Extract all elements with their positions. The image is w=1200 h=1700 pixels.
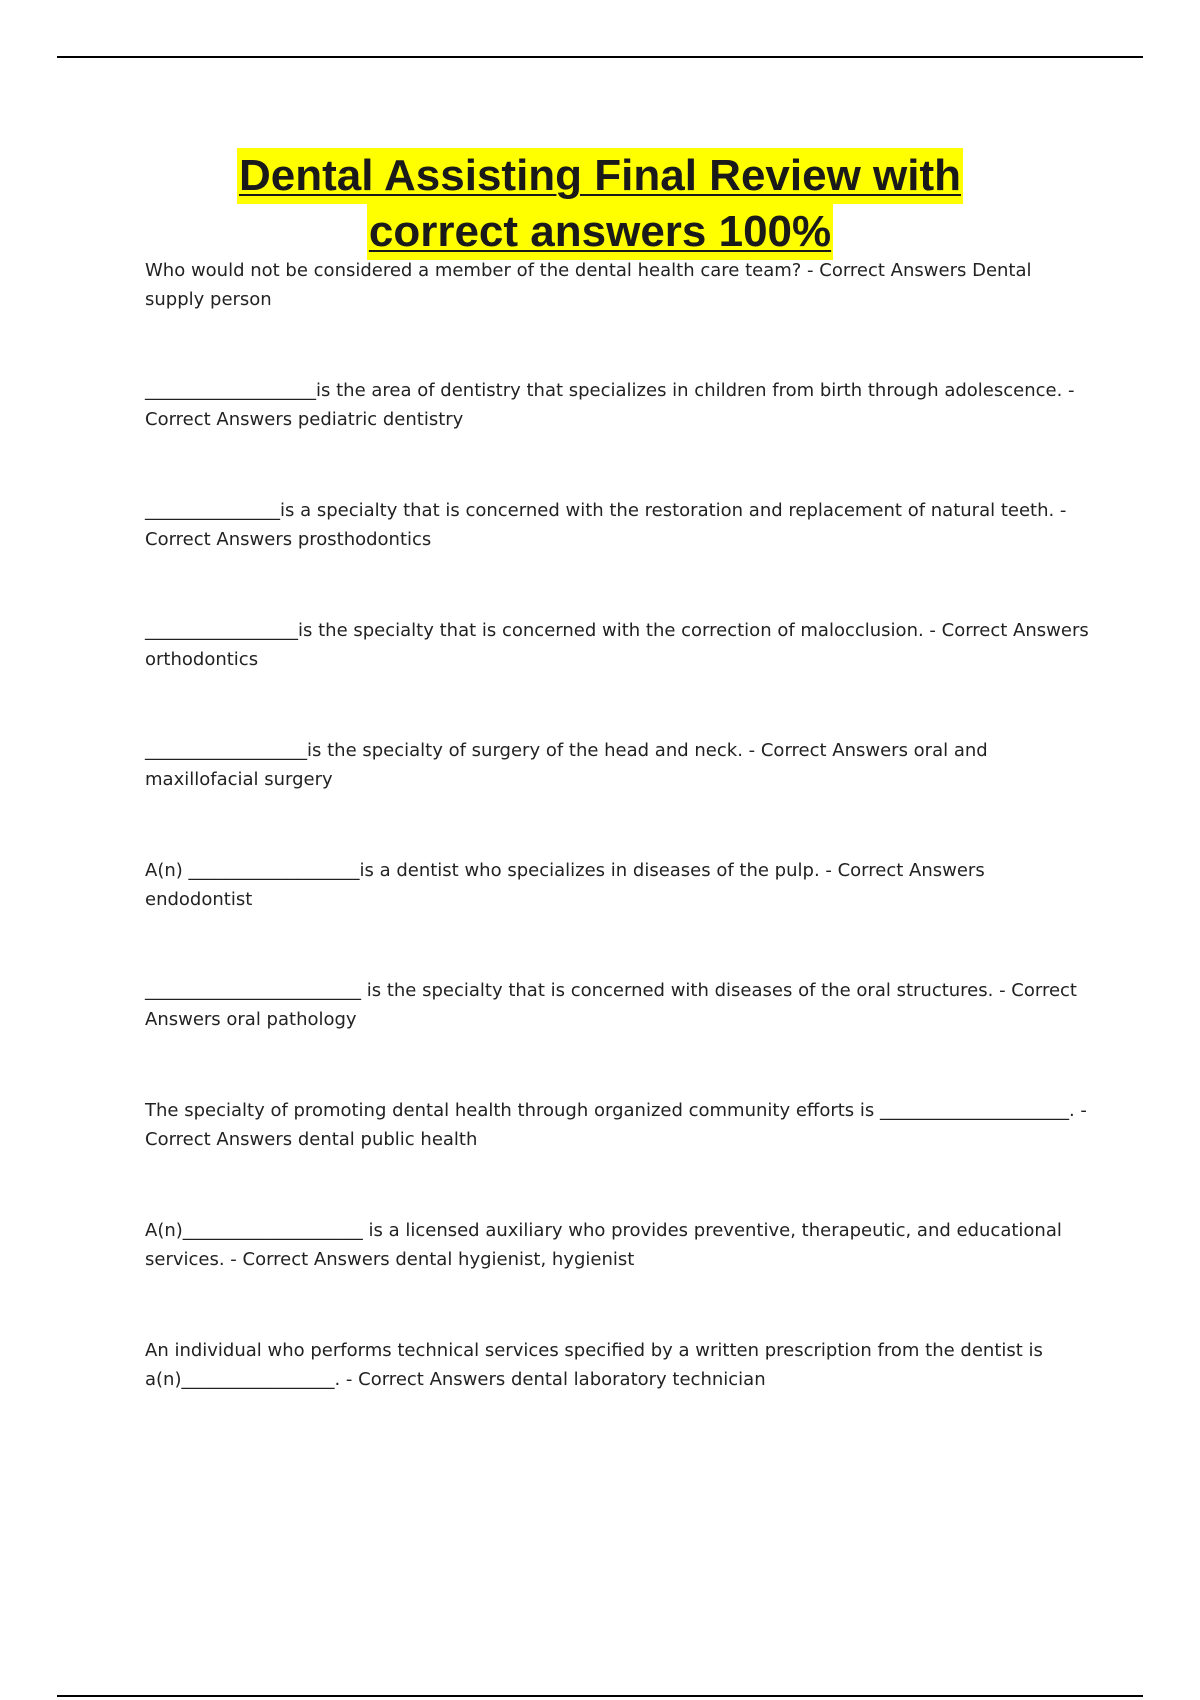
qa-item: A(n) ___________________is a dentist who specializes in diseases of the pulp. - Correct Answers endodontist xyxy=(145,860,985,910)
qa-item: The specialty of promoting dental health through organized community efforts is _____________________. - Correct Answers dental public health xyxy=(145,1100,1087,1150)
question-answer-list xyxy=(145,256,1095,1456)
title-line-2: correct answers 100% xyxy=(367,204,833,260)
qa-item: _______________is a specialty that is concerned with the restoration and replacement of natural teeth. - Correct Answers prosthodontics xyxy=(145,500,1067,550)
qa-item: __________________is the specialty of surgery of the head and neck. - Correct Answers oral and maxillofacial surgery xyxy=(145,740,988,790)
bottom-rule xyxy=(57,1695,1143,1697)
top-rule xyxy=(57,56,1143,58)
qa-item: A(n)____________________ is a licensed auxiliary who provides preventive, therapeutic, and educational services. - Correct Answers dental hygienist, hygienist xyxy=(145,1220,1062,1270)
qa-item: _________________is the specialty that is concerned with the correction of malocclusion. - Correct Answers orthodontics xyxy=(145,620,1089,670)
qa-item: ___________________is the area of dentistry that specializes in children from birth through adolescence. - Correct Answers pediatric dentistry xyxy=(145,380,1075,430)
qa-item: An individual who performs technical services specified by a written prescription from the dentist is a(n)_________________. - Correct Answers dental laboratory technician xyxy=(145,1340,1043,1390)
qa-item: ________________________ is the specialty that is concerned with diseases of the oral structures. - Correct Answers oral pathology xyxy=(145,980,1077,1030)
qa-item: Who would not be considered a member of the dental health care team? - Correct Answers Dental supply person xyxy=(145,260,1032,310)
title-line-1: Dental Assisting Final Review with xyxy=(237,148,963,204)
document-title xyxy=(0,148,1200,260)
